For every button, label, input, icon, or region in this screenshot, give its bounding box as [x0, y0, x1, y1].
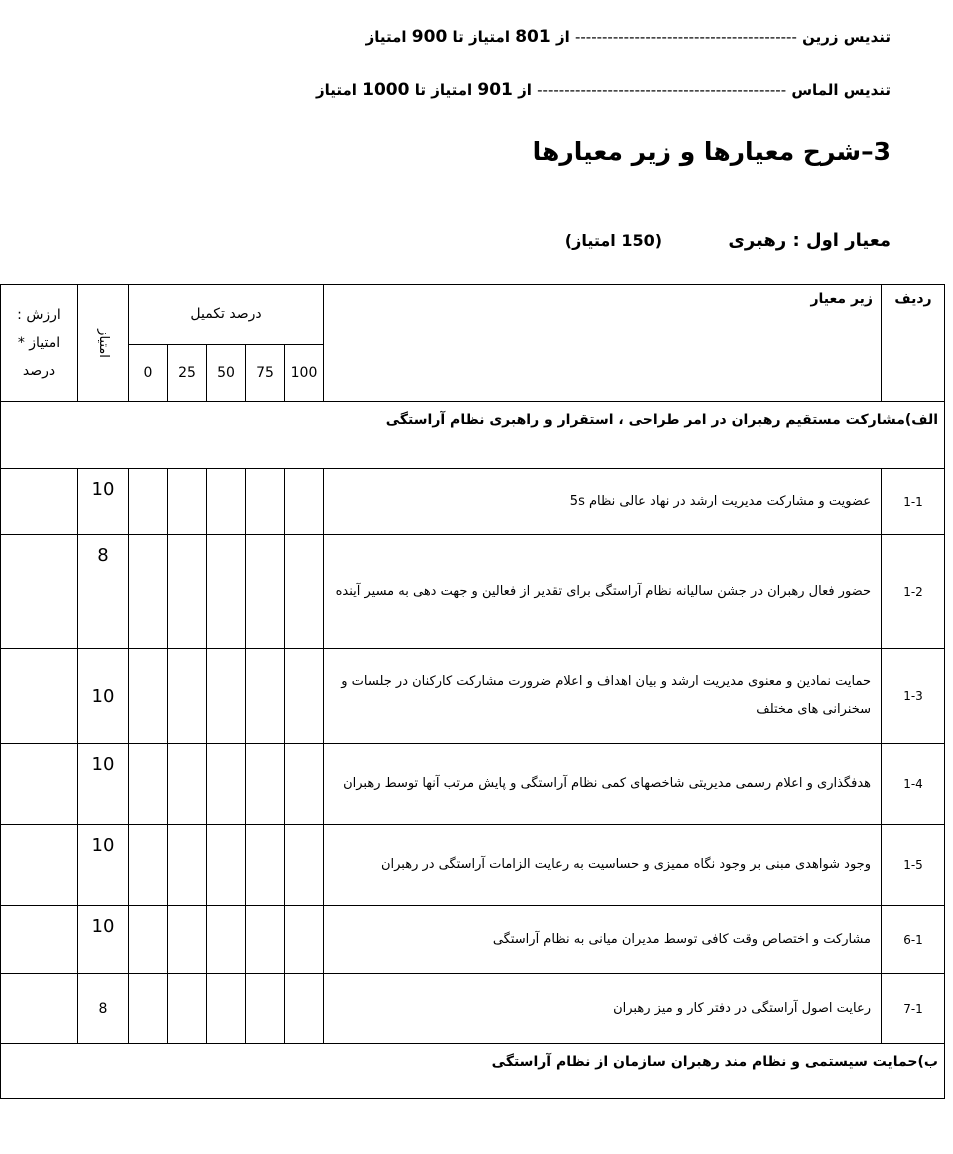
header-darsad-takmil: درصد تکمیل [129, 285, 324, 345]
row-description: حضور فعال رهبران در جشن سالیانه نظام آراستگی برای تقدیر از فعالین و جهت دهی به مسیر آینده [324, 535, 882, 649]
value-cell[interactable] [1, 535, 78, 649]
section-heading: 3–شرح معیارها و زیر معیارها [532, 137, 891, 166]
header-radif: ردیف [882, 285, 945, 402]
completion-cell-25[interactable] [168, 535, 207, 649]
diamond-dashes: ---------------------------------------------- [537, 81, 787, 99]
value-cell[interactable] [1, 744, 78, 825]
table-row [1, 825, 945, 906]
criterion-line [565, 230, 891, 251]
completion-cell-75[interactable] [246, 649, 285, 744]
row-description: حمایت نمادین و معنوی مدیریت ارشد و بیان اهداف و اعلام ضرورت مشارکت کارکنان در جلسات و سخنرانی های مختلف [324, 649, 882, 744]
criterion-label: معیار اول : رهبری [728, 230, 891, 251]
percent-0: 0 [129, 344, 168, 401]
percent-100: 100 [285, 344, 324, 401]
row-number: 6-1 [882, 906, 945, 974]
row-number: 1-1 [882, 469, 945, 535]
table-row [1, 906, 945, 974]
table-row [1, 744, 945, 825]
completion-cell-0[interactable] [129, 906, 168, 974]
completion-cell-50[interactable] [207, 825, 246, 906]
percent-75: 75 [246, 344, 285, 401]
row-description: وجود شواهدی مبنی بر وجود نگاه ممیزی و حساسیت به رعایت الزامات آراستگی در رهبران [324, 825, 882, 906]
completion-cell-50[interactable] [207, 906, 246, 974]
completion-cell-75[interactable] [246, 469, 285, 535]
header-arzesh: ارزش : امتیاز * درصد [1, 285, 78, 402]
row-score: 10 [78, 649, 129, 744]
completion-cell-25[interactable] [168, 469, 207, 535]
row-number: 1-3 [882, 649, 945, 744]
row-score: 8 [78, 974, 129, 1044]
completion-cell-0[interactable] [129, 535, 168, 649]
table-row [1, 649, 945, 744]
gold-to: 900 [411, 27, 448, 47]
value-cell[interactable] [1, 469, 78, 535]
header-zir-meyar: زیر معیار [324, 285, 882, 402]
completion-cell-75[interactable] [246, 825, 285, 906]
row-description: مشارکت و اختصاص وقت کافی توسط مدیران میانی به نظام آراستگی [324, 906, 882, 974]
table-row [1, 974, 945, 1044]
gold-from-word: از [555, 28, 570, 46]
completion-cell-50[interactable] [207, 974, 246, 1044]
completion-cell-0[interactable] [129, 744, 168, 825]
diamond-label: تندیس الماس [791, 81, 891, 99]
completion-cell-50[interactable] [207, 535, 246, 649]
completion-cell-25[interactable] [168, 974, 207, 1044]
completion-cell-0[interactable] [129, 469, 168, 535]
value-cell[interactable] [1, 974, 78, 1044]
completion-cell-100[interactable] [285, 974, 324, 1044]
completion-cell-50[interactable] [207, 649, 246, 744]
diamond-from-word: از [518, 81, 532, 99]
completion-cell-50[interactable] [207, 744, 246, 825]
completion-cell-25[interactable] [168, 649, 207, 744]
header-imtiaz: امتیاز [78, 285, 129, 402]
completion-cell-25[interactable] [168, 825, 207, 906]
percent-25: 25 [168, 344, 207, 401]
diamond-pts1: امتیاز [431, 81, 473, 99]
section-a-row [1, 402, 945, 469]
row-score: 10 [78, 469, 129, 535]
percent-50: 50 [207, 344, 246, 401]
completion-cell-0[interactable] [129, 649, 168, 744]
row-description: عضویت و مشارکت مدیریت ارشد در نهاد عالی نظام 5s [324, 469, 882, 535]
section-a-title: الف)مشارکت مستقیم رهبران در امر طراحی ، استقرار و راهبری نظام آراستگی [1, 402, 945, 469]
gold-from: 801 [515, 27, 551, 47]
completion-cell-0[interactable] [129, 974, 168, 1044]
diamond-to: 1000 [362, 80, 410, 100]
completion-cell-100[interactable] [285, 906, 324, 974]
completion-cell-100[interactable] [285, 535, 324, 649]
row-score: 8 [78, 535, 129, 649]
row-score: 10 [78, 906, 129, 974]
row-number: 1-5 [882, 825, 945, 906]
gold-to-word: تا [452, 28, 464, 46]
completion-cell-0[interactable] [129, 825, 168, 906]
completion-cell-75[interactable] [246, 974, 285, 1044]
value-cell[interactable] [1, 825, 78, 906]
criteria-table [0, 284, 945, 1099]
diamond-pts2: امتیاز [315, 81, 357, 99]
completion-cell-100[interactable] [285, 825, 324, 906]
row-number: 7-1 [882, 974, 945, 1044]
gold-level-line [366, 27, 891, 47]
row-description: رعایت اصول آراستگی در دفتر کار و میز رهبران [324, 974, 882, 1044]
value-cell[interactable] [1, 649, 78, 744]
diamond-from: 901 [477, 80, 513, 100]
section-b-title: ب)حمایت سیستمی و نظام مند رهبران سازمان از نظام آراستگی [1, 1044, 945, 1099]
completion-cell-25[interactable] [168, 906, 207, 974]
diamond-level-line [316, 80, 891, 100]
section-b-row [1, 1044, 945, 1099]
row-score: 10 [78, 744, 129, 825]
completion-cell-25[interactable] [168, 744, 207, 825]
table-row [1, 469, 945, 535]
value-cell[interactable] [1, 906, 78, 974]
table-header-row [1, 285, 945, 345]
gold-dashes: ----------------------------------------- [574, 28, 797, 46]
row-number: 1-4 [882, 744, 945, 825]
completion-cell-100[interactable] [285, 649, 324, 744]
completion-cell-75[interactable] [246, 906, 285, 974]
gold-pts1: امتیاز [469, 28, 510, 46]
completion-cell-50[interactable] [207, 469, 246, 535]
row-score: 10 [78, 825, 129, 906]
diamond-to-word: تا [414, 81, 426, 99]
completion-cell-75[interactable] [246, 535, 285, 649]
completion-cell-100[interactable] [285, 744, 324, 825]
completion-cell-100[interactable] [285, 469, 324, 535]
gold-label: تندیس زرین [802, 28, 891, 46]
gold-pts2: امتیاز [365, 28, 407, 46]
row-description: هدفگذاری و اعلام رسمی مدیریتی شاخصهای کمی نظام آراستگی و پایش مرتب آنها توسط رهبران [324, 744, 882, 825]
row-number: 1-2 [882, 535, 945, 649]
criterion-points: (150 امتیاز) [564, 231, 663, 250]
completion-cell-75[interactable] [246, 744, 285, 825]
table-row [1, 535, 945, 649]
